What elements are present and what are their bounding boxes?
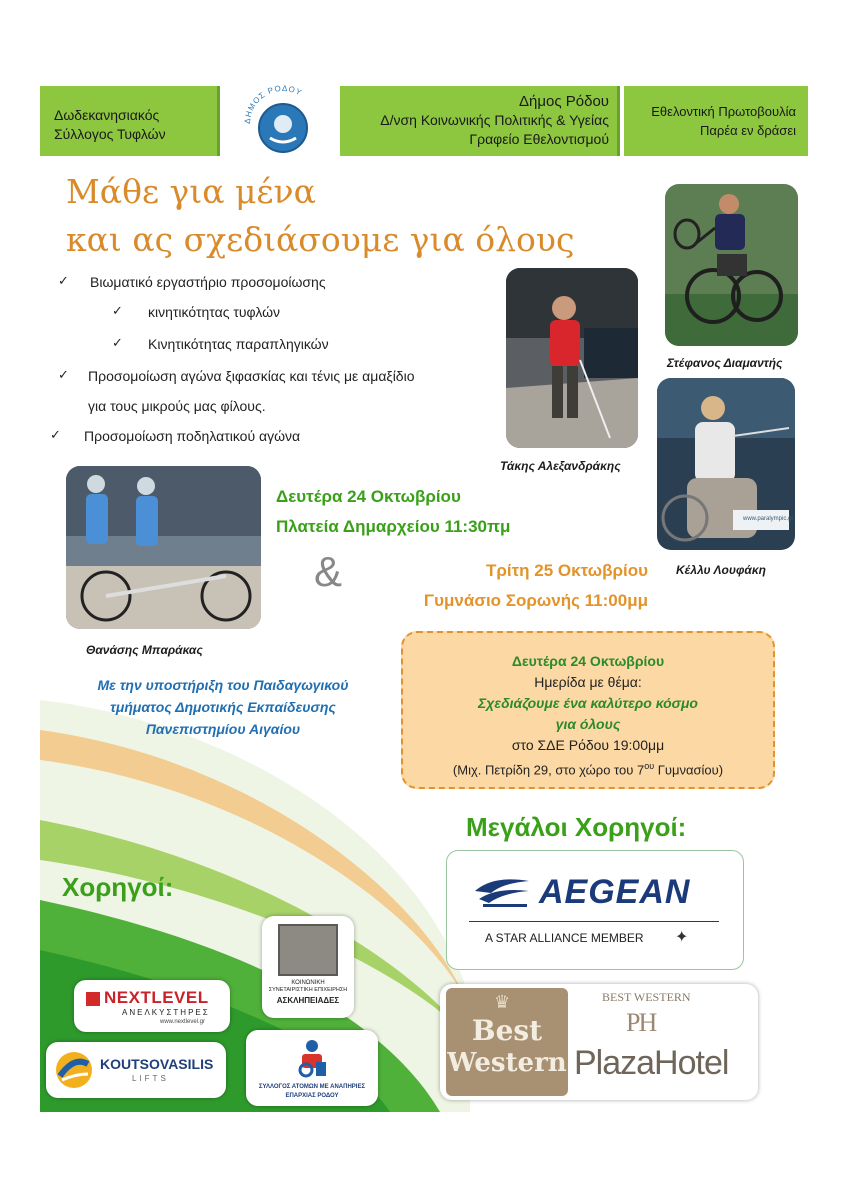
event-tuesday-date: Τρίτη 25 Οκτωβρίου (485, 561, 648, 580)
ampersand: & (314, 548, 343, 595)
header-right-line1: Εθελοντική Πρωτοβουλία (651, 104, 796, 119)
fencing-watermark: www.paralympic.gr (743, 516, 794, 522)
nextlevel-mark-icon (86, 992, 100, 1006)
koutsovasilis-wordmark: KOUTSOVASILIS (100, 1056, 214, 1072)
check-icon: ✓ (58, 273, 69, 288)
sponsors-title: Χορηγοί: (62, 872, 174, 902)
aegean-tagline: A STAR ALLIANCE MEMBER (485, 931, 644, 945)
title-line1: Μάθε για μένα (66, 172, 316, 211)
aegean-divider (469, 921, 719, 922)
activity-subitem: Κινητικότητας παραπληγικών (148, 336, 329, 352)
seminar-address-sup: ου (644, 761, 655, 771)
plaza-monogram: PH (626, 1008, 656, 1037)
logo-text: ΔΗΜΟΣ ΡΟΔΟΥ (242, 84, 304, 125)
aegean-logo (446, 850, 744, 970)
plaza-hotel-text: PlazaHotel (574, 1044, 729, 1082)
rhodes-seal-icon (240, 84, 326, 158)
amea-line2: ΕΠΑΡΧΙΑΣ ΡΟΔΟΥ (285, 1093, 339, 1099)
tandem-cycling-image (66, 466, 261, 629)
nextlevel-logo (74, 980, 230, 1032)
support-line2: τμήματος Δημοτικής Εκπαίδευσης (110, 699, 336, 715)
photo-takis (506, 268, 638, 448)
event-monday-place: Πλατεία Δημαρχείου 11:30πμ (276, 517, 511, 536)
koutsovasilis-icon (54, 1050, 94, 1090)
header-center-line2: Δ/νση Κοινωνικής Πολιτικής & Υγείας (380, 112, 609, 128)
bestwestern-badge (446, 988, 568, 1096)
nextlevel-wordmark: NEXTLEVEL (104, 988, 209, 1007)
crown-icon: ♛ (494, 992, 511, 1012)
activity-item: Βιωματικό εργαστήριο προσομοίωσης (90, 274, 326, 290)
caption-thanasis: Θανάσης Μπαράκας (86, 643, 203, 657)
wheelchair-fencing-image (657, 378, 795, 550)
header-center-line3: Γραφείο Εθελοντισμού (469, 131, 609, 147)
seminar-topic1: Σχεδιάζουμε ένα καλύτερο κόσμο (478, 695, 698, 711)
asklipeiades-line2: ΣΥΝΕΤΑΙΡΙΣΤΙΚΗ ΕΠΙΧΕΙΡΗΣΗ (268, 987, 348, 993)
aegean-bird-icon (473, 873, 531, 909)
nextlevel-url: www.nextlevel.gr (160, 1019, 206, 1025)
activity-item: Προσομοίωση αγώνα ξιφασκίας και τένις με αμαξίδιο (88, 368, 415, 384)
amea-logo (246, 1030, 378, 1106)
asklipeiades-line1: ΚΟΙΝΩΝΙΚΗ (291, 980, 325, 986)
header-right-box (624, 86, 808, 156)
title-line2: και ας σχεδιάσουμε για όλους (66, 220, 575, 259)
header-left-box (40, 86, 220, 156)
check-icon: ✓ (112, 335, 123, 350)
activity-subitem: κινητικότητας τυφλών (148, 304, 281, 320)
photo-stefanos (665, 184, 798, 346)
asklipeiades-relief-image (278, 924, 338, 976)
header-left-line2: Σύλλογος Τυφλών (54, 126, 166, 142)
photo-thanasis (66, 466, 261, 629)
seminar-topic2: για όλους (555, 716, 621, 732)
seminar-place: στο ΣΔΕ Ρόδου 19:00μμ (511, 737, 665, 753)
check-icon: ✓ (112, 303, 123, 318)
page-title (66, 168, 574, 264)
header-center-title: Δήμος Ρόδου (519, 93, 609, 110)
caption-takis: Τάκης Αλεξανδράκης (500, 459, 621, 473)
bestwestern-best: Best (471, 1014, 543, 1047)
activity-item: Προσομοίωση ποδηλατικού αγώνα (84, 428, 301, 444)
blind-walker-image (506, 268, 638, 448)
asklipeiades-line3: ΑΣΚΛΗΠΕΙΑΔΕΣ (276, 996, 340, 1005)
event-tuesday (380, 556, 648, 616)
header-right-line2: Παρέα εν δράσει (700, 123, 796, 138)
event-monday-date: Δευτέρα 24 Οκτωβρίου (276, 487, 461, 506)
support-text (48, 674, 398, 740)
aegean-wordmark: AEGEAN (539, 873, 691, 911)
bestwestern-western: Western (447, 1048, 567, 1078)
seminar-date: Δευτέρα 24 Οκτωβρίου (511, 653, 665, 669)
seminar-box (401, 631, 775, 789)
seminar-address-post: Γυμνασίου) (654, 762, 724, 778)
activity-item-cont: για τους μικρούς μας φίλους. (88, 398, 266, 414)
event-tuesday-place: Γυμνάσιο Σορωνής 11:00μμ (423, 591, 648, 610)
amea-line1: ΣΥΛΛΟΓΟΣ ΑΤΟΜΩΝ ΜΕ ΑΝΑΠΗΡΙΕΣ (258, 1084, 366, 1090)
support-line3: Πανεπιστημίου Αιγαίου (145, 721, 301, 737)
amea-icon (292, 1038, 332, 1078)
seminar-intro: Ημερίδα με θέμα: (534, 674, 642, 690)
major-sponsors-title: Μεγάλοι Χορηγοί: (466, 812, 687, 842)
nextlevel-sub: ΑΝΕΛΚΥΣΤΗΡΕΣ (122, 1008, 210, 1017)
seminar-address-pre: (Μιχ. Πετρίδη 29, στο χώρο του 7 (452, 762, 645, 778)
header-center-box (340, 86, 620, 156)
star-alliance-icon: ✦ (675, 929, 689, 946)
photo-kelly (657, 378, 795, 550)
event-monday (276, 482, 510, 542)
caption-kelly: Κέλλυ Λουφάκη (676, 563, 766, 577)
support-line1: Με την υποστήριξη του Παιδαγωγικού (97, 677, 349, 693)
seminar-address (403, 756, 773, 780)
check-icon: ✓ (50, 427, 61, 442)
check-icon: ✓ (58, 367, 69, 382)
plaza-bw-label: BEST WESTERN (602, 990, 691, 1004)
wheelchair-tennis-image (665, 184, 798, 346)
koutsovasilis-sub: LIFTS (132, 1074, 169, 1083)
caption-stefanos: Στέφανος Διαμαντής (667, 356, 783, 370)
municipality-logo (240, 84, 326, 158)
bestwestern-plaza-logo (440, 984, 758, 1100)
asklipeiades-logo (262, 916, 354, 1018)
header-left-line1: Δωδεκανησιακός (54, 107, 160, 123)
koutsovasilis-logo (46, 1042, 226, 1098)
